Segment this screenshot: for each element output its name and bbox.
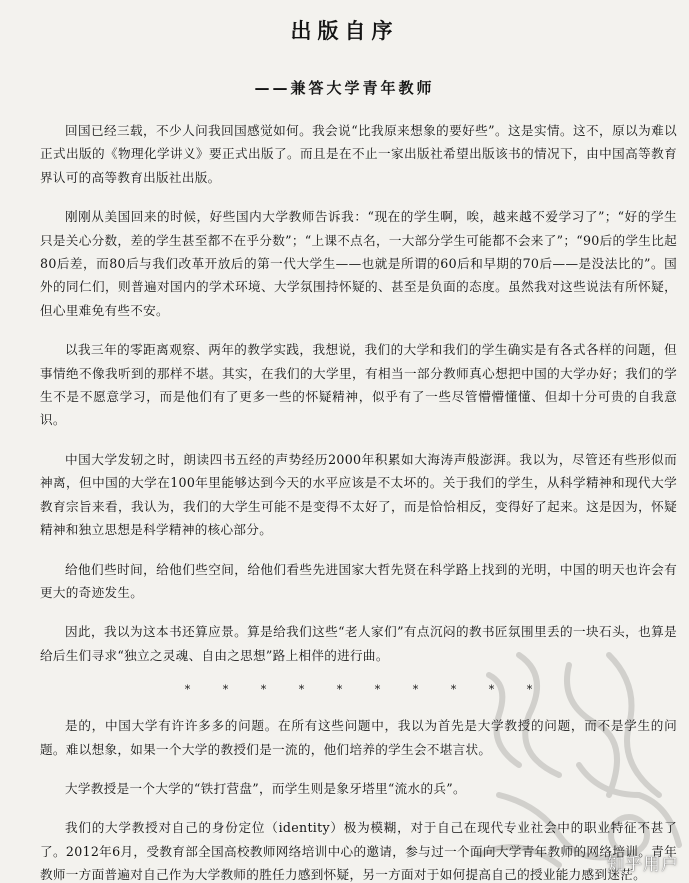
paragraph: 回国已经三载，不少人问我回国感觉如何。我会说“比我原来想象的要好些”。这是实情。这不，原以为难以正式出版的《物理化学讲义》要正式出版了。而且是在不止一家出版社希望出版该书的情况下，由中国高等教育界认可的高等教育出版社出版。 — [40, 123, 677, 185]
paragraph: 是的，中国大学有许许多多的问题。在所有这些问题中，我以为首先是大学教授的问题，而不是学生的问题。难以想象，如果一个大学的教授们是一流的，他们培养的学生会不堪言状。 — [40, 718, 677, 757]
page-subtitle: ——兼答大学青年教师 — [254, 79, 435, 97]
paragraph: 大学教授是一个大学的“铁打营盘”，而学生则是象牙塔里“流水的兵”。 — [65, 780, 466, 796]
separator-star: * — [222, 683, 229, 697]
separator-star: * — [450, 683, 457, 697]
site-watermark: 知乎用户 — [607, 855, 679, 875]
paragraph: 我们的大学教授对自己的身份定位（identity）极为模糊，对于自己在现代专业社会中的职业特征不甚了了。2012年6月，受教育部全国高校教师网络培训中心的邀请，参与过一个面向大学青年教师的网络培训。青年教师一方面普遍对自己作为大学教师的胜任力感到怀疑，另一方面对于如何提高自己的授业能力感到迷茫。 — [40, 820, 677, 883]
paragraph: 中国大学发轫之时，朗读四书五经的声势经历2000年积累如大海涛声般澎湃。我以为，尽管还有些形似而神离，但中国的大学在100年里能够达到今天的水平应该是不太坏的。关于我们的学生，从科学精神和现代大学教育宗旨来看，我认为，我们的大学生可能不是变得不太好了，而是恰恰相反，变得好了起来。这是因为，怀疑精神和独立思想是科学精神的核心部分。 — [40, 451, 677, 538]
separator-star: * — [488, 683, 495, 697]
separator-star: * — [412, 683, 419, 697]
separator-star: * — [526, 683, 533, 697]
paragraph: 给他们些时间，给他们些空间，给他们看些先进国家大哲先贤在科学路上找到的光明，中国的明天也许会有更大的奇迹发生。 — [40, 561, 677, 600]
separator-star: * — [260, 683, 267, 697]
paragraph: 以我三年的零距离观察、两年的教学实践，我想说，我们的大学和我们的学生确实是有各式各样的问题，但事情绝不像我听到的那样不堪。其实，在我们的大学里，有相当一部分教师真心想把中国的大学办好；我们的学生不是不愿意学习，而是他们有了更多一些的怀疑精神，似乎有了一些尽管懵懵懂懂、但却十分可贵的自我意识。 — [40, 342, 677, 428]
separator-star: * — [298, 683, 305, 697]
separator-star: * — [336, 683, 343, 697]
paragraph: 刚刚从美国回来的时候，好些国内大学教师告诉我：“现在的学生啊，唉，越来越不爱学习了”；“好的学生只是关心分数，差的学生甚至都不在乎分数”；“上课不点名，一大部分学生可能都不会来了”；“90后的学生比起80后差，而80后与我们改革开放后的第一代大学生——也就是所谓的60后和早期的70后——是没法比的”。国外的同仁们，则普遍对国内的学术环境、大学氛围持怀疑的、甚至是负面的态度。虽然我对这些说法有所怀疑，但心里难免有些不安。 — [40, 209, 677, 318]
page-title: 出版自序 — [290, 19, 399, 43]
separator-star: * — [184, 683, 191, 697]
body-content — [40, 119, 677, 883]
paragraph: 因此，我以为这本书还算应景。算是给我们这些“老人家们”有点沉闷的教书匠氛围里丢的一块石头，也算是给后生们寻求“独立之灵魂、自由之思想”路上相伴的进行曲。 — [40, 624, 677, 663]
section-separator — [40, 683, 677, 696]
separator-star: * — [374, 683, 381, 697]
